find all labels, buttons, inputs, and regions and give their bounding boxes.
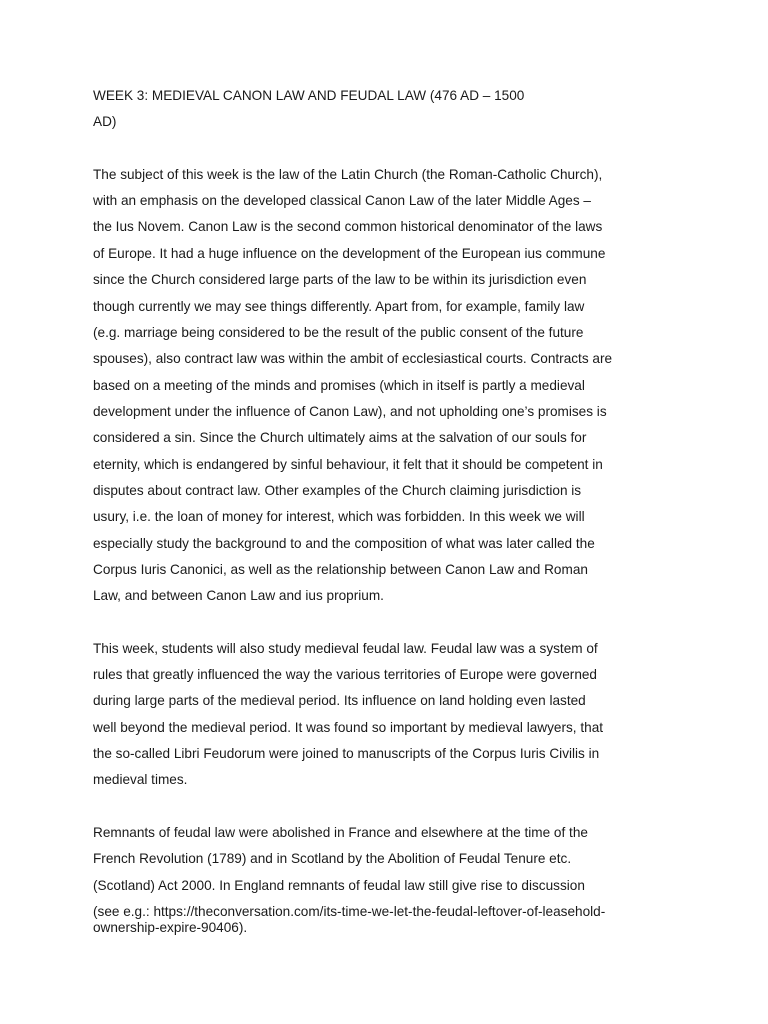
paragraph-line: Remnants of feudal law were abolished in France and elsewhere at the time of the [93,825,588,840]
paragraph-line: medieval times. [93,772,188,787]
paragraph-line: (see e.g.: https://theconversation.com/its-time-we-let-the-feudal-leftover-of-leasehold- [93,904,606,919]
paragraph-line: spouses), also contract law was within the ambit of ecclesiastical courts. Contracts are [93,351,613,366]
paragraph-line: especially study the background to and the composition of what was later called the [93,536,595,551]
document-title-line-2: AD) [93,114,117,129]
paragraph-line: during large parts of the medieval period. Its influence on land holding even lasted [93,693,586,708]
paragraph-line: though currently we may see things differently. Apart from, for example, family law [93,299,585,314]
paragraph-line: rules that greatly influenced the way the various territories of Europe were governed [93,667,597,682]
paragraph-line: (Scotland) Act 2000. In England remnants of feudal law still give rise to discussion [93,878,585,893]
document-title-line-1: WEEK 3: MEDIEVAL CANON LAW AND FEUDAL LAW (476 AD – 1500 [93,88,525,103]
paragraph-line: well beyond the medieval period. It was found so important by medieval lawyers, that [93,720,604,735]
paragraph-line: Corpus Iuris Canonici, as well as the relationship between Canon Law and Roman [93,562,588,577]
paragraph-line: the so-called Libri Feudorum were joined to manuscripts of the Corpus Iuris Civilis in [93,746,600,761]
paragraph-line: based on a meeting of the minds and promises (which in itself is partly a medieval [93,378,585,393]
paragraph-line: eternity, which is endangered by sinful behaviour, it felt that it should be competent in [93,457,603,472]
paragraph-line: since the Church considered large parts of the law to be within its jurisdiction even [93,272,587,287]
paragraph-line: disputes about contract law. Other examples of the Church claiming jurisdiction is [93,483,582,498]
paragraph-line: considered a sin. Since the Church ultimately aims at the salvation of our souls for [93,430,587,445]
paragraph-line: Law, and between Canon Law and ius proprium. [93,588,384,603]
paragraph-line: development under the influence of Canon Law), and not upholding one’s promises is [93,404,607,419]
paragraph-line: of Europe. It had a huge influence on the development of the European ius commune [93,246,606,261]
paragraph-line: The subject of this week is the law of the Latin Church (the Roman-Catholic Church), [93,167,603,182]
paragraph-line: (e.g. marriage being considered to be the result of the public consent of the future [93,325,584,340]
paragraph-line: usury, i.e. the loan of money for interest, which was forbidden. In this week we will [93,509,585,524]
paragraph-line: the Ius Novem. Canon Law is the second common historical denominator of the laws [93,219,603,234]
paragraph-line: This week, students will also study medieval feudal law. Feudal law was a system of [93,641,598,656]
paragraph-line: French Revolution (1789) and in Scotland by the Abolition of Feudal Tenure etc. [93,851,572,866]
paragraph-line: ownership-expire-90406). [93,920,248,935]
paragraph-line: with an emphasis on the developed classical Canon Law of the later Middle Ages – [93,193,591,208]
